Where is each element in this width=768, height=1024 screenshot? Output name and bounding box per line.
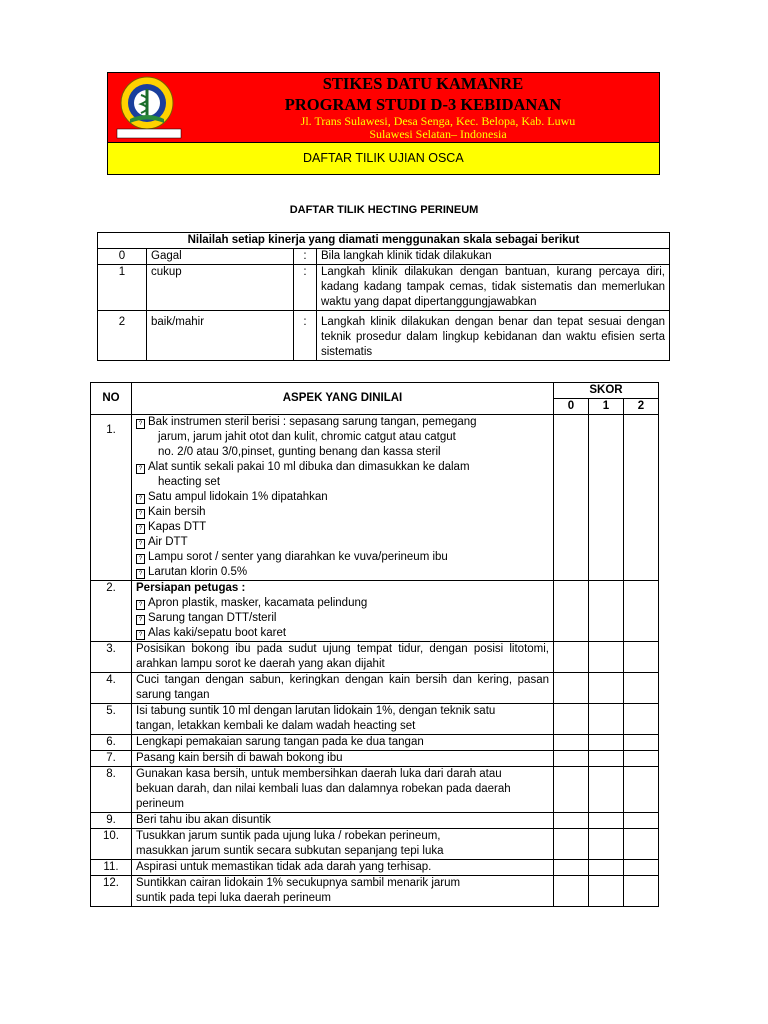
row-number: 8.: [91, 767, 132, 813]
score-cell-0[interactable]: [554, 751, 589, 767]
score-cell-0[interactable]: [554, 860, 589, 876]
checklist-row: [91, 415, 659, 581]
aspect-text: Beri tahu ibu akan disuntik: [136, 814, 271, 826]
scale-description: Langkah klinik dilakukan dengan bantuan, kurang percaya diri, kadang kadang tampak cemas, tidak sistematis dan memerlukan waktu yang dapat dipertanggungjawabkan: [317, 265, 670, 311]
checklist-row: [91, 751, 659, 767]
bullet-box-icon: ?: [136, 464, 145, 474]
score-cell-1[interactable]: [589, 829, 624, 860]
row-number: 6.: [91, 735, 132, 751]
scale-colon: :: [294, 249, 317, 265]
score-cell-1[interactable]: [589, 860, 624, 876]
checklist-bullet-item: [136, 460, 549, 475]
row-number: 7.: [91, 751, 132, 767]
scale-colon: :: [294, 265, 317, 311]
aspect-cell: [132, 642, 554, 673]
bullet-box-icon: ?: [136, 554, 145, 564]
score-cell-2[interactable]: [624, 876, 659, 907]
institution-name: STIKES DATU KAMANRE: [322, 74, 524, 93]
row-number: 12.: [91, 876, 132, 907]
bullet-continuation: heacting set: [158, 476, 221, 488]
skor-0-header: 0: [554, 399, 589, 415]
col-skor-header: SKOR: [554, 383, 659, 399]
scale-score: 1: [98, 265, 147, 311]
row-number: 3.: [91, 642, 132, 673]
score-cell-0[interactable]: [554, 673, 589, 704]
score-cell-1[interactable]: [589, 581, 624, 642]
score-cell-0[interactable]: [554, 829, 589, 860]
checklist-table: [90, 382, 659, 907]
aspect-cell: [132, 735, 554, 751]
rating-scale-table: [97, 232, 670, 361]
bullet-text: Lampu sorot / senter yang diarahkan ke vuva/perineum ibu: [148, 551, 448, 563]
aspect-text: Aspirasi untuk memastikan tidak ada darah yang terhisap.: [136, 861, 432, 873]
bullet-box-icon: ?: [136, 419, 145, 429]
row-number: 10.: [91, 829, 132, 860]
row-number: 1.: [91, 415, 132, 581]
score-cell-0[interactable]: [554, 735, 589, 751]
score-cell-1[interactable]: [589, 751, 624, 767]
scale-description: Bila langkah klinik tidak dilakukan: [317, 249, 670, 265]
checklist-row: [91, 860, 659, 876]
aspect-cell: [132, 767, 554, 813]
score-cell-1[interactable]: [589, 642, 624, 673]
aspect-cell: [132, 415, 554, 581]
aspect-cell: [132, 813, 554, 829]
checklist-bullet-item: [136, 611, 549, 626]
score-cell-2[interactable]: [624, 415, 659, 581]
bullet-text: Satu ampul lidokain 1% dipatahkan: [148, 491, 328, 503]
bullet-text: Kain bersih: [148, 506, 206, 518]
aspect-cell: [132, 751, 554, 767]
score-cell-0[interactable]: [554, 581, 589, 642]
aspect-text: bekuan darah, dan nilai kembali luas dan dalamnya robekan pada daerah: [136, 783, 511, 795]
score-cell-0[interactable]: [554, 767, 589, 813]
institution-logo: [114, 75, 184, 139]
checklist-bullet-item: [136, 520, 549, 535]
bullet-text: Alas kaki/sepatu boot karet: [148, 627, 287, 639]
score-cell-2[interactable]: [624, 767, 659, 813]
aspect-text: Gunakan kasa bersih, untuk membersihkan daerah luka dari darah atau: [136, 768, 502, 780]
aspect-text: tangan, letakkan kembali ke dalam wadah heacting set: [136, 720, 416, 732]
scale-label: cukup: [147, 265, 294, 311]
scale-description: Langkah klinik dilakukan dengan benar dan tepat sesuai dengan teknik prosedur dalam lingkup kebidanan dan waktu efisien serta sistematis: [317, 311, 670, 361]
bullet-text: Kapas DTT: [148, 521, 207, 533]
aspect-cell: [132, 581, 554, 642]
score-cell-0[interactable]: [554, 876, 589, 907]
scale-colon: :: [294, 311, 317, 361]
bullet-box-icon: ?: [136, 600, 145, 610]
skor-2-header: 2: [624, 399, 659, 415]
scale-row: [98, 265, 670, 311]
checklist-row: [91, 876, 659, 907]
scale-row: [98, 311, 670, 361]
aspect-cell: [132, 829, 554, 860]
checklist-bullet-item: [136, 565, 549, 580]
letterhead-red-band: [108, 73, 659, 143]
bullet-text: Apron plastik, masker, kacamata pelindung: [148, 597, 368, 609]
bullet-box-icon: ?: [136, 615, 145, 625]
bullet-box-icon: ?: [136, 569, 145, 579]
score-cell-2[interactable]: [624, 704, 659, 735]
scale-score: 2: [98, 311, 147, 361]
row-number: 4.: [91, 673, 132, 704]
col-aspek-header: ASPEK YANG DINILAI: [132, 383, 554, 415]
address-line-1: Jl. Trans Sulawesi, Desa Senga, Kec. Belopa, Kab. Luwu: [300, 114, 576, 128]
score-cell-2[interactable]: [624, 860, 659, 876]
letterhead: [107, 72, 660, 175]
bullet-text: Sarung tangan DTT/steril: [148, 612, 277, 624]
exam-subtitle: DAFTAR TILIK UJIAN OSCA: [303, 151, 464, 165]
score-cell-1[interactable]: [589, 735, 624, 751]
score-cell-2[interactable]: [624, 813, 659, 829]
scale-score: 0: [98, 249, 147, 265]
address-line-2: Sulawesi Selatan– Indonesia: [369, 127, 507, 141]
score-cell-1[interactable]: [589, 673, 624, 704]
bullet-box-icon: ?: [136, 630, 145, 640]
score-cell-0[interactable]: [554, 704, 589, 735]
skor-1-header: 1: [589, 399, 624, 415]
checklist-row: [91, 767, 659, 813]
checklist-bullet-item: [136, 596, 549, 611]
checklist-bullet-item: [136, 415, 549, 430]
score-cell-1[interactable]: [589, 415, 624, 581]
scale-row: [98, 249, 670, 265]
row-number: 9.: [91, 813, 132, 829]
aspect-cell: [132, 860, 554, 876]
bullet-box-icon: ?: [136, 494, 145, 504]
scale-label: Gagal: [147, 249, 294, 265]
row-number: 11.: [91, 860, 132, 876]
score-cell-0[interactable]: [554, 415, 589, 581]
address: [248, 115, 628, 141]
scale-header: Nilailah setiap kinerja yang diamati menggunakan skala sebagai berikut: [98, 233, 670, 249]
col-no-header: NO: [91, 383, 132, 415]
checklist-row: [91, 704, 659, 735]
score-cell-1[interactable]: [589, 704, 624, 735]
bullet-box-icon: ?: [136, 509, 145, 519]
aspect-cell: [132, 704, 554, 735]
row-number: 5.: [91, 704, 132, 735]
bullet-continuation: no. 2/0 atau 3/0,pinset, gunting benang dan kassa steril: [158, 446, 441, 458]
score-cell-0[interactable]: [554, 642, 589, 673]
score-cell-2[interactable]: [624, 829, 659, 860]
aspect-text: Cuci tangan dengan sabun, keringkan dengan kain bersih dan kering, pasan sarung tangan: [136, 674, 549, 701]
checklist-header-row: [91, 383, 659, 399]
aspect-text: Tusukkan jarum suntik pada ujung luka / robekan perineum,: [136, 830, 441, 842]
score-cell-2[interactable]: [624, 642, 659, 673]
aspect-text: Suntikkan cairan lidokain 1% secukupnya sambil menarik jarum: [136, 877, 461, 889]
bullet-box-icon: ?: [136, 524, 145, 534]
checklist-row: [91, 813, 659, 829]
score-cell-1[interactable]: [589, 767, 624, 813]
score-cell-2[interactable]: [624, 673, 659, 704]
aspect-text: suntik pada tepi luka daerah perineum: [136, 892, 331, 904]
bullet-text: Air DTT: [148, 536, 188, 548]
bullet-box-icon: ?: [136, 539, 145, 549]
letterhead-yellow-band: [108, 143, 659, 174]
aspect-group-title: Persiapan petugas :: [136, 582, 246, 594]
score-cell-2[interactable]: [624, 581, 659, 642]
aspect-text: Pasang kain bersih di bawah bokong ibu: [136, 752, 343, 764]
aspect-cell: [132, 876, 554, 907]
bullet-text: Alat suntik sekali pakai 10 ml dibuka dan dimasukkan ke dalam: [148, 461, 470, 473]
scale-header-row: [98, 233, 670, 249]
bullet-text: Larutan klorin 0.5%: [148, 566, 248, 578]
document-title: DAFTAR TILIK HECTING PERINEUM: [289, 204, 479, 216]
checklist-bullet-item: [136, 535, 549, 550]
row-number: 2.: [91, 581, 132, 642]
checklist-bullet-item: [136, 550, 549, 565]
score-cell-1[interactable]: [589, 813, 624, 829]
checklist-row: [91, 735, 659, 751]
score-cell-2[interactable]: [624, 735, 659, 751]
checklist-bullet-item: [136, 626, 549, 641]
checklist-body: [91, 415, 659, 907]
score-cell-0[interactable]: [554, 813, 589, 829]
checklist-row: [91, 581, 659, 642]
aspect-cell: [132, 673, 554, 704]
aspect-text: Posisikan bokong ibu pada sudut ujung tempat tidur, dengan posisi litotomi, arahkan lampu sorot ke daerah yang akan dijahit: [136, 643, 549, 670]
checklist-bullet-item: [136, 490, 549, 505]
checklist-row: [91, 642, 659, 673]
bullet-continuation: jarum, jarum jahit otot dan kulit, chromic catgut atau catgut: [158, 431, 456, 443]
aspect-text: Isi tabung suntik 10 ml dengan larutan lidokain 1%, dengan teknik satu: [136, 705, 496, 717]
checklist-bullet-item: [136, 505, 549, 520]
bullet-text: Bak instrumen steril berisi : sepasang sarung tangan, pemegang: [148, 416, 477, 428]
score-cell-2[interactable]: [624, 751, 659, 767]
aspect-text: Lengkapi pemakaian sarung tangan pada ke dua tangan: [136, 736, 424, 748]
aspect-text: masukkan jarum suntik secara subkutan sepanjang tepi luka: [136, 845, 444, 857]
scale-label: baik/mahir: [147, 311, 294, 361]
score-cell-1[interactable]: [589, 876, 624, 907]
checklist-row: [91, 673, 659, 704]
aspect-text: perineum: [136, 798, 184, 810]
checklist-row: [91, 829, 659, 860]
program-name: PROGRAM STUDI D-3 KEBIDANAN: [284, 95, 562, 114]
